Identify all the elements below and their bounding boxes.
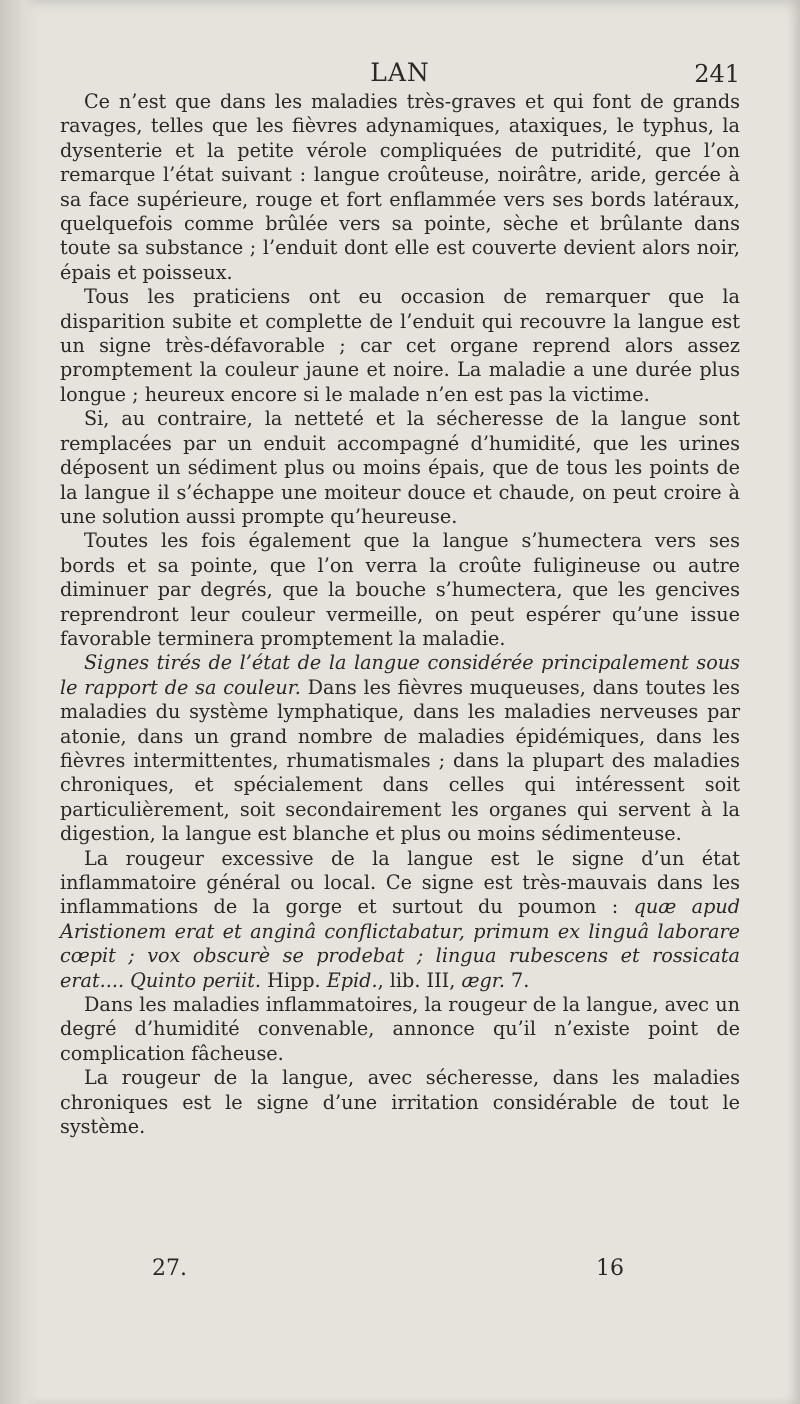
page-gutter-shadow [0, 0, 40, 1404]
paragraph-favorable-signs: Toutes les fois également que la langue s’humectera vers ses bords et sa pointe, que l’on verra la croûte fuligineuse ou autre diminuer par degrés, que la bouche s’humectera, que les gencives reprendront leur couleur vermeille, on peut espérer qu’une issue favorable terminera promptement la maladie. [60, 529, 740, 650]
paragraph-severe-diseases: Ce n’est que dans les maladies très-graves et qui font de grands ravages, telles que les fièvres adynamiques, ataxiques, le typhus, la dysenterie et la petite vérole compliquées de putridité, que l’on remarque l’état suivant : langue croûteuse, noirâtre, aride, gercée à sa face supérieure, rouge et fort enflammée vers ses bords latéraux, quelquefois comme brûlée vers sa pointe, sèche et brûlante dans toute sa substance ; l’enduit dont elle est couverte devient alors noir, épais et poisseux. [60, 90, 740, 284]
section-heading-color-signs: Signes tirés de l’état de la langue considérée principalement sous le rapport de sa couleur. [60, 651, 740, 699]
citation-suffix: 7. [504, 968, 530, 992]
page-header [60, 58, 740, 88]
citation-middle: , lib. III, [377, 968, 462, 992]
color-signs-body: Dans les fièvres muqueuses, dans toutes les maladies du système lymphatique, dans les maladies nerveuses par atonie, dans un grand nombre de maladies épidémiques, dans les fièvres intermittentes, rhumatismales ; dans la plupart des maladies chroniques, et spécialement dans celles qui intéressent soit particulièrement, soit secondairement les organes qui servent à la digestion, la langue est blanche et plus ou moins sédimenteuse. [60, 675, 741, 846]
citation-case: ægr. [461, 968, 505, 992]
page-number: 241 [694, 60, 740, 88]
signature-mark-right: 16 [596, 1256, 624, 1281]
citation-prefix: Hipp. [261, 968, 327, 992]
latin-quotation: quæ apud Aristionem erat et anginâ conflictabatur, primum ex linguâ laborare cœpit ; vox obscurè se prodebat ; lingua rubescens et rossicata erat.... Quinto periit. [60, 895, 740, 992]
body-text [60, 90, 740, 1139]
paragraph-inflammatory-redness: Dans les maladies inflammatoires, la rougeur de la langue, avec un degré d’humidité convenable, annonce qu’il n’existe point de complication fâcheuse. [60, 993, 740, 1065]
citation-work: Epid. [326, 968, 378, 992]
redness-intro: La rougeur excessive de la langue est le signe d’un état inflammatoire général ou local. Ce signe est très-mauvais dans les inflammations de la gorge et surtout du poumon : [60, 846, 740, 919]
paragraph-humid-coating: Si, au contraire, la netteté et la sécheresse de la langue sont remplacées par un enduit accompagné d’humidité, que les urines déposent un sédiment plus ou moins épais, que de tous les points de la langue il s’échappe une moiteur douce et chaude, on peut croire à une solution aussi prompte qu’heureuse. [60, 407, 740, 528]
signature-mark-left: 27. [152, 1256, 187, 1281]
running-head: LAN [370, 58, 430, 87]
paragraph-chronic-redness: La rougeur de la langue, avec sécheresse, dans les maladies chroniques est le signe d’une irritation considérable de tout le système. [60, 1066, 740, 1139]
paragraph-redness [60, 847, 740, 993]
paragraph-color-signs [60, 651, 740, 846]
page-footer [60, 1256, 740, 1286]
paragraph-coating-disappearance: Tous les praticiens ont eu occasion de remarquer que la disparition subite et complette de l’enduit qui recouvre la langue est un signe très-défavorable ; car cet organe reprend alors assez promptement la couleur jaune et noire. La maladie a une durée plus longue ; heureux encore si le malade n’en est pas la victime. [60, 285, 740, 406]
